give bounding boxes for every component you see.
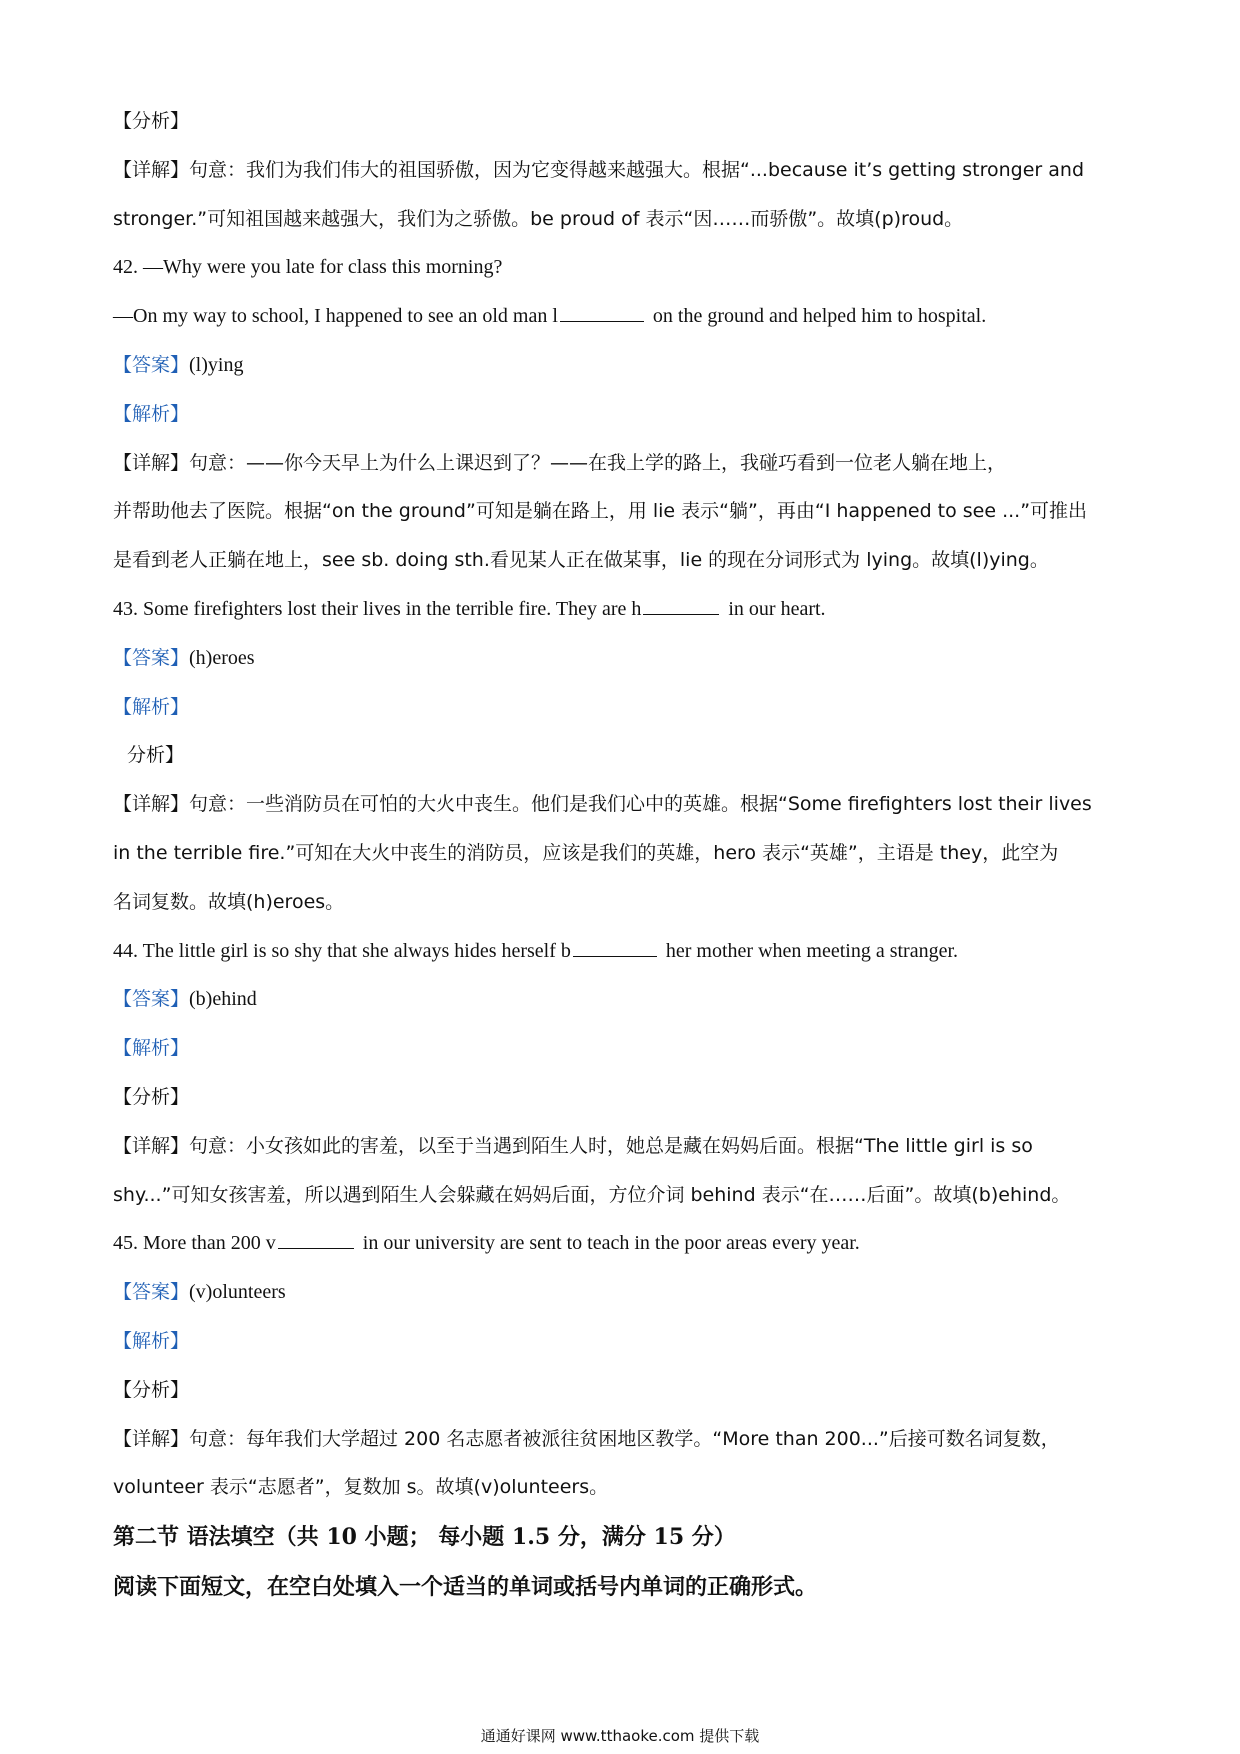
section-instruction: 阅读下面短文，在空白处填入一个适当的单词或括号内单词的正确形式。 (113, 1574, 818, 1601)
question-text: 45. More than 200 v (113, 1232, 276, 1255)
answer-line (113, 1268, 1133, 1317)
document-page (113, 97, 1133, 1612)
question-text: in our university are sent to teach in the poor areas every year. (362, 1232, 860, 1255)
detail-text: 【详解】句意：每年我们大学超过 200 名志愿者被派往贫困地区教学。“More than 200...”后接可数名词复数， (113, 1427, 1060, 1450)
answer-line (113, 341, 1133, 390)
detail-text: 【详解】句意：——你今天早上为什么上课迟到了？——在我上学的路上，我碰巧看到一位老人躺在地上， (113, 451, 1007, 474)
detail-text: in the terrible fire.”可知在大火中丧生的消防员，应该是我们的英雄，hero 表示“英雄”，主语是 they，此空为 (113, 841, 1059, 864)
detail-text: 【详解】句意：小女孩如此的害羞，以至于当遇到陌生人时，她总是藏在妈妈后面。根据“The little girl is so (113, 1134, 1033, 1157)
detail-text: volunteer 表示“志愿者”，复数加 s。故填(v)olunteers。 (113, 1476, 609, 1499)
answer-text: (h)eroes (189, 646, 255, 669)
answer-text: (v)olunteers (189, 1281, 286, 1304)
answer-blank (573, 935, 657, 957)
answer-tag: 【答案】 (113, 646, 190, 669)
explanation-tag: 【解析】 (113, 1329, 190, 1352)
question-44 (113, 927, 1133, 976)
answer-line (113, 634, 1133, 683)
question-42-line-2 (113, 292, 1133, 341)
detail-text: stronger.”可知祖国越来越强大，我们为之骄傲。be proud of 表示“因……而骄傲”。故填(p)roud。 (113, 207, 964, 230)
detail-text: 【详解】句意：一些消防员在可怕的大火中丧生。他们是我们心中的英雄。根据“Some firefighters lost their lives (113, 793, 1092, 816)
section-heading: 第二节 语法填空（共 10 小题； 每小题 1.5 分，满分 15 分） (113, 1524, 736, 1551)
question-text: —On my way to school, I happened to see an old man l (113, 305, 558, 328)
answer-blank (643, 593, 719, 615)
answer-tag: 【答案】 (113, 988, 190, 1011)
question-45 (113, 1219, 1133, 1268)
detail-text: shy...”可知女孩害羞，所以遇到陌生人会躲藏在妈妈后面，方位介词 behind 表示“在……后面”。故填(b)ehind。 (113, 1183, 1071, 1206)
question-text: in our heart. (728, 597, 826, 620)
analysis-tag: 分析】 (127, 744, 185, 767)
answer-blank (278, 1227, 354, 1249)
question-text: 44. The little girl is so shy that she always hides herself b (113, 939, 571, 962)
analysis-tag: 【分析】 (113, 110, 190, 132)
detail-text: 名词复数。故填(h)eroes。 (113, 890, 345, 913)
analysis-tag: 【分析】 (113, 1378, 190, 1401)
detail-text: 【详解】句意：我们为我们伟大的祖国骄傲，因为它变得越来越强大。根据“...because it’s getting stronger and (113, 158, 1085, 181)
answer-text: (l)ying (189, 353, 244, 376)
answer-line (113, 975, 1133, 1024)
question-text: on the ground and helped him to hospital. (652, 305, 987, 328)
detail-text: 并帮助他去了医院。根据“on the ground”可知是躺在路上，用 lie 表示“躺”，再由“I happened to see ...”可推出 (113, 500, 1088, 523)
analysis-tag: 【分析】 (113, 1085, 190, 1108)
question-text: her mother when meeting a stranger. (665, 939, 959, 962)
detail-text: 是看到老人正躺在地上，see sb. doing sth.看见某人正在做某事，lie 的现在分词形式为 lying。故填(l)ying。 (113, 549, 1049, 572)
answer-tag: 【答案】 (113, 353, 190, 376)
answer-tag: 【答案】 (113, 1281, 190, 1304)
question-42-line-1: 42. —Why were you late for class this morning? (113, 256, 503, 279)
explanation-tag: 【解析】 (113, 1037, 190, 1060)
explanation-tag: 【解析】 (113, 402, 190, 425)
explanation-tag: 【解析】 (113, 695, 190, 718)
question-43 (113, 585, 1133, 634)
answer-text: (b)ehind (189, 988, 257, 1011)
question-text: 43. Some firefighters lost their lives in the terrible fire. They are h (113, 597, 642, 620)
answer-blank (560, 300, 644, 322)
page-footer: 通通好课网 www.tthaoke.com 提供下载 (480, 1727, 760, 1745)
